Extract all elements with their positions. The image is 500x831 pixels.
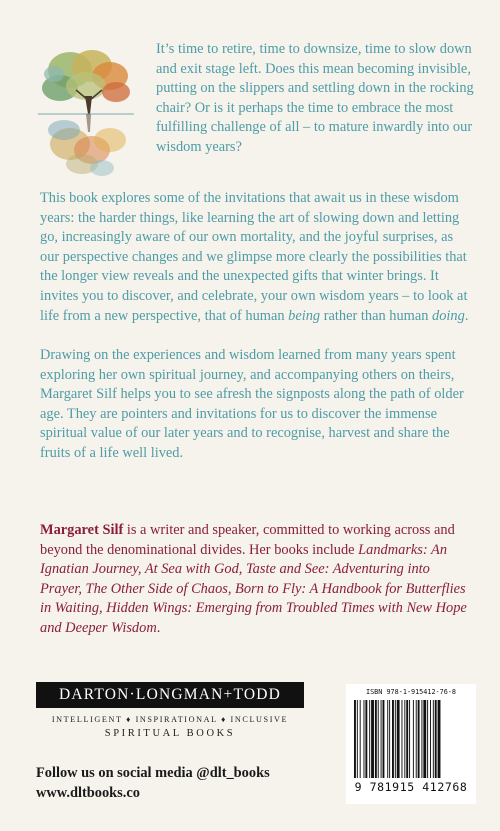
publisher-tagline: INTELLIGENT ♦ INSPIRATIONAL ♦ INCLUSIVE	[51, 715, 289, 724]
description-paragraph-1	[40, 189, 474, 326]
paragraph1-text-middle: rather than human	[320, 307, 433, 324]
barcode-digits: 9 781915 412768	[354, 780, 468, 794]
author-name: Margaret Silf	[40, 522, 124, 538]
social-media-line: Follow us on social media @dlt_books	[36, 765, 270, 781]
barcode-bars	[352, 700, 470, 780]
description-paragraph-2: Drawing on the experiences and wisdom learned from many years spent exploring her own spiritual journey, and accompanying others on theirs, Margaret Silf helps you to see afresh the signposts along the path of older age. They are pointers and invitations for us to discover the immense spiritual value of our later years and to recognise, harvest and share the fruits of a life well lived.	[40, 347, 464, 461]
publisher-logo: DARTON·LONGMAN+TODD	[36, 682, 304, 708]
author-bio-text: is a writer and speaker, committed to working across and beyond the denominational divides. Her books include	[40, 522, 455, 558]
author-book-list: Landmarks: An Ignatian Journey, At Sea with God, Taste and See: Adventuring into Prayer, The Other Side of Chaos, Born to Fly: A Handbook for Butterflies in Waiting, Hidden Wings: Emerging from Troubled Times with New Hope and Deeper Wisdom	[40, 541, 467, 636]
author-bio-end: .	[156, 619, 161, 636]
emphasis-doing: doing	[432, 307, 465, 324]
paragraph1-text-end: .	[464, 307, 469, 324]
emphasis-being: being	[288, 307, 321, 324]
isbn-label: ISBN 978-1-915412-76-8	[365, 688, 457, 696]
tree-reflection-illustration	[30, 44, 142, 184]
website-link[interactable]: www.dltbooks.co	[36, 785, 140, 801]
paragraph1-text-start: This book explores some of the invitations that await us in these wisdom years: the harder things, like learning the art of slowing down and letting go, increasingly aware of our own mortality, and the joyful surprises, as our perspective changes and we glimpse more clearly the possibilities that the longer view reveals and the unexpected gifts that winter brings. It invites you to discover, and celebrate, your own wisdom years – to look at life from a new perspective, that of human	[40, 190, 468, 324]
author-bio	[40, 521, 474, 639]
publisher-subtitle: SPIRITUAL BOOKS	[104, 728, 236, 739]
intro-paragraph: It’s time to retire, time to downsize, time to slow down and exit stage left. Does this mean becoming invisible, putting on the slippers and settling down in the rocking chair? Or is it perhaps the time to embrace the most fulfilling challenge of all – to mature inwardly into our wisdom years?	[156, 41, 474, 155]
isbn-barcode	[346, 684, 476, 804]
